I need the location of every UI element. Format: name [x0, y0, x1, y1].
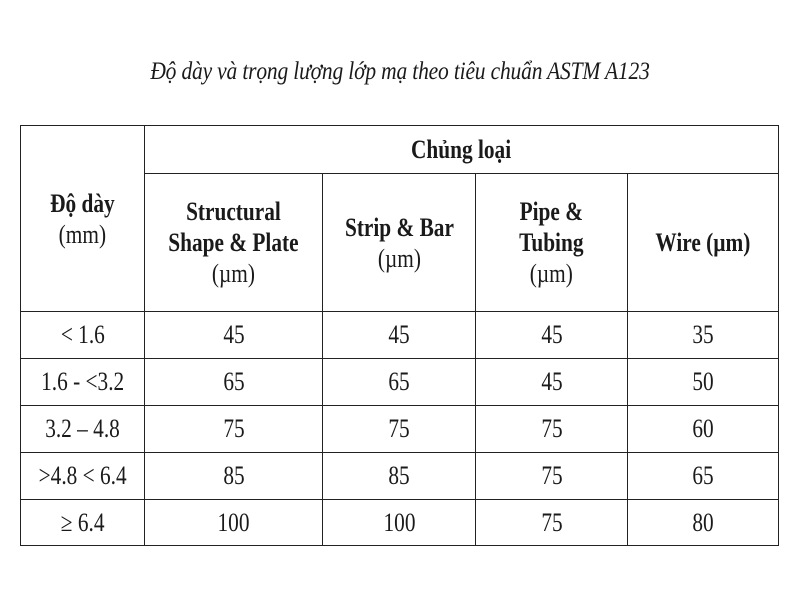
value-cell: 45 [476, 312, 628, 359]
thickness-cell: 1.6 - <3.2 [21, 359, 145, 406]
value-cell: 75 [323, 406, 476, 453]
thickness-header [21, 126, 145, 312]
column-header-line: Pipe & [519, 197, 584, 226]
group-header-label: Chủng loại [411, 135, 512, 164]
table-row [21, 406, 779, 453]
column-header-line: Tubing [519, 228, 584, 257]
value-cell: 45 [145, 312, 323, 359]
value-cell: 65 [323, 359, 476, 406]
value-cell: 75 [476, 453, 628, 500]
value-cell: 85 [323, 453, 476, 500]
value-cell: 60 [628, 406, 779, 453]
column-header-pipe-tubing [476, 174, 628, 312]
value-cell: 100 [323, 500, 476, 546]
table-row [21, 359, 779, 406]
value-cell: 45 [476, 359, 628, 406]
value-cell: 35 [628, 312, 779, 359]
column-header-line: Structural [186, 197, 281, 226]
value-cell: 65 [628, 453, 779, 500]
value-cell: 75 [145, 406, 323, 453]
table-row [21, 453, 779, 500]
value-cell: 65 [145, 359, 323, 406]
coating-thickness-table [20, 125, 779, 546]
thickness-cell: 3.2 – 4.8 [21, 406, 145, 453]
value-cell: 100 [145, 500, 323, 546]
table-row [21, 312, 779, 359]
value-cell: 75 [476, 406, 628, 453]
column-header-unit: (µm) [529, 259, 574, 288]
column-header-wire [628, 174, 779, 312]
value-cell: 85 [145, 453, 323, 500]
thickness-cell: >4.8 < 6.4 [21, 453, 145, 500]
thickness-cell: ≥ 6.4 [21, 500, 145, 546]
column-header-strip-bar [323, 174, 476, 312]
column-header-structural [145, 174, 323, 312]
column-header-unit: (µm) [377, 243, 421, 273]
column-header-line: Strip & Bar [344, 212, 454, 242]
column-header-line: Wire (µm) [655, 228, 751, 257]
column-header-unit: (µm) [211, 259, 256, 288]
thickness-header-unit: (mm) [58, 219, 107, 249]
group-header [145, 126, 779, 174]
value-cell: 45 [323, 312, 476, 359]
column-header-line: Shape & Plate [168, 228, 299, 257]
value-cell: 50 [628, 359, 779, 406]
page-title: Độ dày và trọng lượng lớp mạ theo tiêu chuẩn ASTM A123 [150, 58, 650, 85]
thickness-cell: < 1.6 [21, 312, 145, 359]
value-cell: 75 [476, 500, 628, 546]
table-row [21, 500, 779, 546]
thickness-header-label: Độ dày [50, 188, 115, 218]
value-cell: 80 [628, 500, 779, 546]
